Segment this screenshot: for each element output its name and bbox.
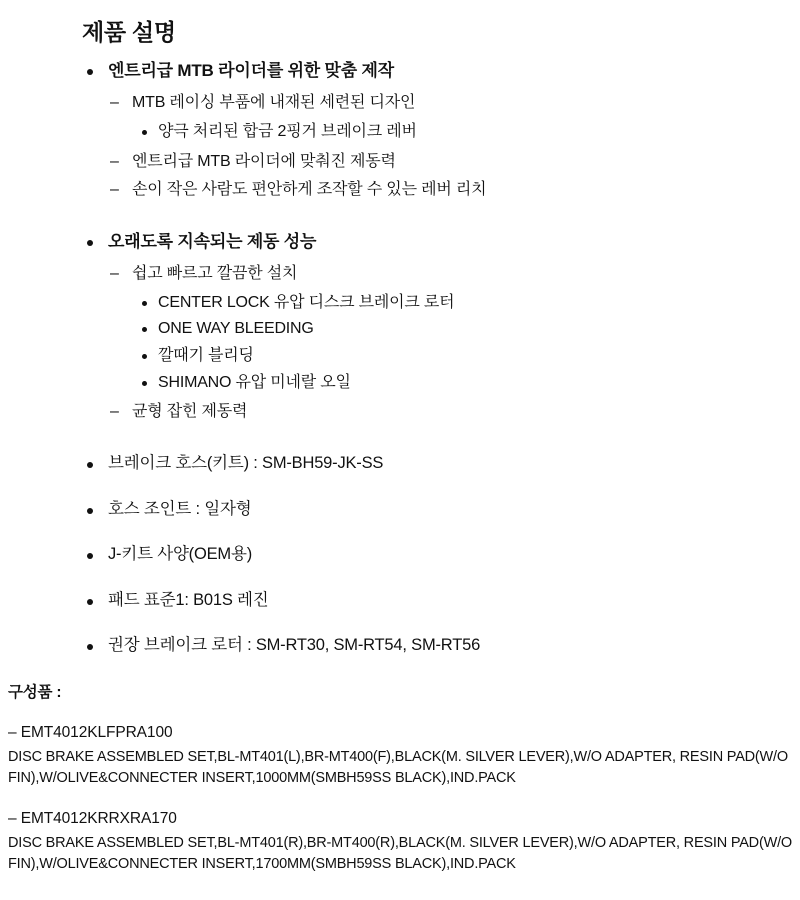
sub-item-label: 쉽고 빠르고 깔끔한 설치 bbox=[132, 264, 298, 282]
group-spacer bbox=[0, 623, 800, 633]
page-title: 제품 설명 bbox=[82, 19, 176, 45]
component-code: – EMT4012KRRXRA170 bbox=[8, 809, 177, 827]
list-item bbox=[108, 90, 800, 145]
group-spacer bbox=[0, 578, 800, 588]
list-item bbox=[108, 177, 800, 203]
list-item bbox=[0, 497, 800, 523]
sub-sub-item-label: SHIMANO 유압 미네랄 오일 bbox=[158, 373, 351, 391]
sub-item-label: 균형 잡힌 제동력 bbox=[132, 403, 248, 421]
list-item bbox=[8, 724, 798, 790]
list-item bbox=[0, 451, 800, 477]
feature-heading: 엔트리급 MTB 라이더를 위한 맞춤 제작 bbox=[108, 61, 394, 80]
sub-item-label: 손이 작은 사람도 편안하게 조작할 수 있는 레버 리치 bbox=[132, 180, 487, 198]
component-description: DISC BRAKE ASSEMBLED SET,BL-MT401(L),BR-MT400(F),BLACK(M. SILVER LEVER),W/O ADAPTER, RESIN PAD(W/O FIN),W/OLIVE&CONNECTER INSERT,1000MM(SMBH59SS BLACK),IND.PACK bbox=[8, 749, 788, 787]
list-item bbox=[108, 149, 800, 175]
component-code: – EMT4012KLFPRA100 bbox=[8, 724, 173, 741]
sub-sub-item-label: CENTER LOCK 유압 디스크 브레이크 로터 bbox=[158, 293, 455, 311]
list-item bbox=[8, 810, 798, 876]
spec-line: J-키트 사양(OEM용) bbox=[108, 545, 252, 564]
sub-sub-item-label: 깔때기 블리딩 bbox=[158, 346, 254, 364]
sub-sub-list bbox=[132, 290, 800, 396]
spec-line: 호스 조인트 : 일자형 bbox=[108, 499, 252, 518]
component-description: DISC BRAKE ASSEMBLED SET,BL-MT401(R),BR-MT400(R),BLACK(M. SILVER LEVER),W/O ADAPTER, RESIN PAD(W/O FIN),W/OLIVE&CONNECTER INSERT,1700MM(SMBH59SS BLACK),IND.PACK bbox=[8, 834, 792, 873]
group-spacer bbox=[0, 213, 800, 229]
list-item bbox=[132, 343, 800, 370]
components-title: 구성품 : bbox=[8, 684, 62, 701]
sub-sub-list bbox=[132, 119, 800, 146]
list-item bbox=[132, 370, 800, 397]
spec-line: 브레이크 호스(키트) : SM-BH59-JK-SS bbox=[108, 453, 384, 472]
sub-sub-item-label: 양극 처리된 합금 2핑거 브레이크 레버 bbox=[158, 123, 417, 141]
list-item bbox=[132, 119, 800, 146]
spec-line: 패드 표준1: B01S 레진 bbox=[108, 590, 269, 609]
description-body bbox=[0, 58, 800, 669]
sub-item-label: MTB 레이싱 부품에 내재된 세련된 디자인 bbox=[132, 94, 416, 112]
list-item bbox=[0, 633, 800, 659]
group-spacer bbox=[0, 435, 800, 451]
group-spacer bbox=[0, 487, 800, 497]
sub-list bbox=[108, 90, 800, 202]
list-item bbox=[0, 588, 800, 614]
feature-heading: 오래도록 지속되는 제동 성능 bbox=[108, 231, 317, 251]
list-item bbox=[0, 229, 800, 425]
feature-list bbox=[0, 58, 800, 659]
list-item bbox=[0, 58, 800, 203]
sub-item-label: 엔트리급 MTB 라이더에 맞춰진 제동력 bbox=[132, 152, 396, 170]
spec-line: 권장 브레이크 로터 : SM-RT30, SM-RT54, SM-RT56 bbox=[108, 636, 481, 655]
sub-list bbox=[108, 261, 800, 425]
sub-sub-item-label: ONE WAY BLEEDING bbox=[158, 320, 314, 338]
list-item bbox=[0, 542, 800, 568]
list-item bbox=[108, 261, 800, 396]
components-section bbox=[8, 680, 798, 896]
list-item bbox=[132, 316, 800, 343]
group-spacer bbox=[0, 532, 800, 542]
list-item bbox=[108, 399, 800, 425]
list-item bbox=[132, 290, 800, 317]
